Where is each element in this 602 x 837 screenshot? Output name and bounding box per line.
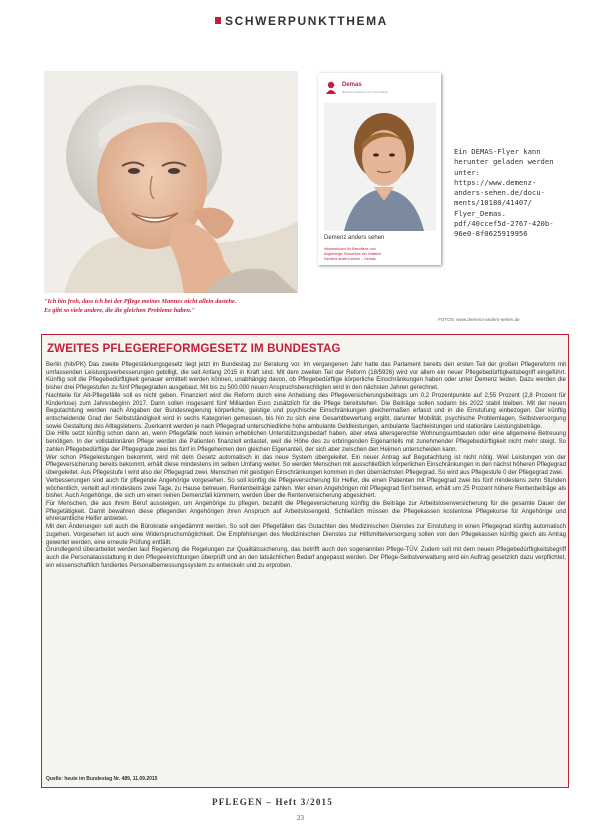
info-box-body (46, 362, 566, 570)
paragraph-3: Die Hilfe setzt künftig schon dann an, wenn Pflegefälle noch keinen erheblichen Unterstützungsbedarf haben, aber etwa altersgerechte Wohnungsumbauten oder eine allgemeine Betreuung benötigen. In der vollstationären Pflege werden die Patienten finanziell entlastet, weil die Höhe des zu erbringenden Eigenanteils mit zunehmender Pflegebedürftigkeit nicht mehr steigt. So zahlen Pflegebedürftige der Pflegegrade zwei bis fünf in Pflegeheimen den gleichen Eigenanteil, der sich aber zwischen den Heimen unterscheiden kann. (46, 431, 566, 453)
brochure-photo (324, 103, 436, 231)
paragraph-7: Mit den Änderungen soll auch die Bürokratie eingedämmt werden. So soll den Pflegefällen das Gutachten des Medizinischen Dienstes zur Einstufung in einen Pflegegrad künftig automatisch zugehen. Vorgesehen ist auch eine Widerspruchsmöglichkeit. Die Empfehlungen des Medizinischen Dienstes zur Hilfsmittelversorgung sollen von den Pflegekassen künftig gleich als Antrag gewertet werden, eine erneute Prüfung entfällt. (46, 524, 566, 546)
paragraph-5: Verbesserungen sind auch für pflegende Angehörige vorgesehen. So soll künftig die Pflegeversicherung für Helfer, die einen Patienten mit Pflegegrad zwei bis fünf mindestens zehn Stunden wöchentlich, verteilt auf mindestens zwei Tage, zu Hause betreuen, Rentenbeiträge zahlen. Wer einen Angehörigen mit Pflegegrad fünf betreut, erhält um 25 Prozent höhere Rentenbeiträge als bisher. Auch Angehörige, die sich um einen reinen Demenzfall kümmern, werden über die Rentenversicherung abgesichert. (46, 477, 566, 500)
section-header (215, 14, 388, 28)
flyer-download-note: Ein DEMAS-Flyer kann herunter geladen werden unter: https://www.demenz- anders-sehen.de/docu- ments/10180/41407/ Flyer_Demas. pdf/40ccef5d-2767-420b- 96e0-8f0625919956 (454, 147, 554, 239)
section-title: SCHWERPUNKTTHEMA (225, 14, 388, 28)
paragraph-1: Berlin (hib/PK) Das zweite Pflegestärkungsgesetz liegt jetzt im Bundestag zur Beratung vor. Im vergangenen Jahr hatte das Parlament bereits den ersten Teil der großen Pflegereform mit umfassenden Leistungsverbesserungen gebilligt, die seit Anfang 2015 in Kraft sind. Mit dem zweiten Teil der Reform (18/5926) wird vor allem ein neuer Pflegebedürftigkeitsbegriff eingeführt. Künftig soll die Pflegebedürftigkeit genauer ermittelt werden können, unabhängig davon, ob Pflegebedürftige körperliche Einschränkungen haben oder unter Demenz leiden. Dazu werden die bisher drei Pflegestufen zu fünf Pflegegraden ausgebaut. Mit bis zu 500.000 neuen Anspruchsberechtigten wird in den nächsten Jahren gerechnet. (46, 362, 566, 392)
brochure-line-3: Demenz anders sehen – Demas (324, 257, 376, 261)
brochure-cover (318, 73, 441, 265)
brochure-logo-subtitle: Bundesministerium für Gesundheit (342, 90, 389, 94)
section-marker-icon (215, 17, 221, 24)
photo-caption-line-2: Es gibt so viele andere, die die gleichen Probleme haben." (44, 307, 195, 314)
demas-logo-icon (324, 80, 338, 95)
paragraph-6: Für Menschen, die aus ihrem Beruf aussteigen, um Angehörige zu pflegen, bezahlt die Pflegeversicherung künftig die Beiträge zur Arbeitslosenversicherung für die gesamte Dauer der Pflegetätigkeit. Damit bewahren diese pflegenden Angehörigen ihren Anspruch auf Arbeitslosengeld. Schließlich müssen die Pflegekassen kostenlose Pflegekurse für Angehörige und ehrenamtliche Helfer anbieten. (46, 500, 566, 523)
page-number: 23 (297, 814, 304, 822)
info-box-title: ZWEITES PFLEGEREFORMGESETZ IM BUNDESTAG (47, 342, 341, 355)
paragraph-2: Nachteile für Alt-Pflegefälle soll es nicht geben. Finanziert wird die Reform durch eine Anhebung des Pflegeversicherungsbeitrags um 0,2 Prozentpunkte auf 2,55 Prozent (2,8 Prozent für Kinderlose) zum Jahresbeginn 2017. Dann sollen insgesamt fünf Milliarden Euro zusätzlich für die Pflege bereitstehen. Die Beiträge sollen sodann bis 2022 stabil bleiben. Mit der neuen Begutachtung werden nach Angaben der Bundesregierung körperliche, geistige und psychische Einschränkungen gleichermaßen erfasst und in die Einstufung einbezogen. Der künftig entscheidende Grad der Selbstständigkeit wird in sechs Kategorien gemessen, bis hin zu sich eine Gesamtbewertung ergibt, darunter Mobilität, psychische Problemlagen, Selbstversorgung sowie Gestaltung des Alltagslebens. Zuerkannt werden je nach Pflegegrad unterschiedliche hohe ambulante Geldleistungen, ambulante Sachleistungen und stationäre Leistungsbeträge. (46, 392, 566, 430)
brochure-logo-text: Demas (342, 82, 362, 88)
brochure-title: Demenz anders sehen (324, 235, 385, 241)
photo-caption-line-1: "Ich bin froh, dass ich bei der Pflege meines Mannes nicht allein dastehe. (44, 298, 237, 305)
paragraph-4: Wer schon Pflegeleistungen bekommt, wird mit dem Gesetz automatisch in das neue System übergeleitet. Ein neuer Antrag auf Begutachtung ist nicht nötig. Weil Leistungen von der Pflegeversicherung bereits bekommt, erhält diese mindestens im selben Umfang weiter. So werden Menschen mit ausschließlich körperlichen Einschränkungen in den nächst höheren Pflegegrad übergeleitet. Aus Pflegestufe I wird also der Pflegegrad zwei. Menschen mit geistigen Einschränkungen kommen in den übernächsten Pflegegrad. So wird aus Pflegestufe 0 der Pflegegrad zwei. (46, 454, 566, 477)
brochure-line-2: Angehörige. Broschüre der Initiative (324, 252, 382, 256)
elderly-woman-illustration (44, 71, 298, 293)
paragraph-8: Grundlegend überarbeitet werden laut Regierung die Regelungen zur Qualitätssicherung, das betrifft auch den sogenannten Pflege-TÜV. Zudem soll mit dem neuen Pflegebedürftigkeitsbegriff auch die Personalausstattung in den Pflegeeinrichtungen überprüft und an den tatsächlichen Bedarf angepasst werden. Der Pflege-Selbstverwaltung wird ein Auftrag gesetzlich dazu verpflichtet, ein wissenschaftlich fundiertes Personalbemessungssystem zu entwickeln und zu erproben. (46, 547, 566, 569)
photo-elderly-woman (44, 71, 298, 293)
photo-credit: FOTOS: www.demenz-anders-sehen.de (438, 317, 520, 322)
info-box-source: Quelle: heute im Bundestag Nr. 489, 11.09.2015 (46, 776, 158, 782)
brochure-line-1: Informationen für Betroffene und (324, 247, 376, 251)
woman-portrait-illustration (324, 103, 436, 231)
magazine-footer: PFLEGEN – Heft 3/2015 (212, 797, 333, 807)
